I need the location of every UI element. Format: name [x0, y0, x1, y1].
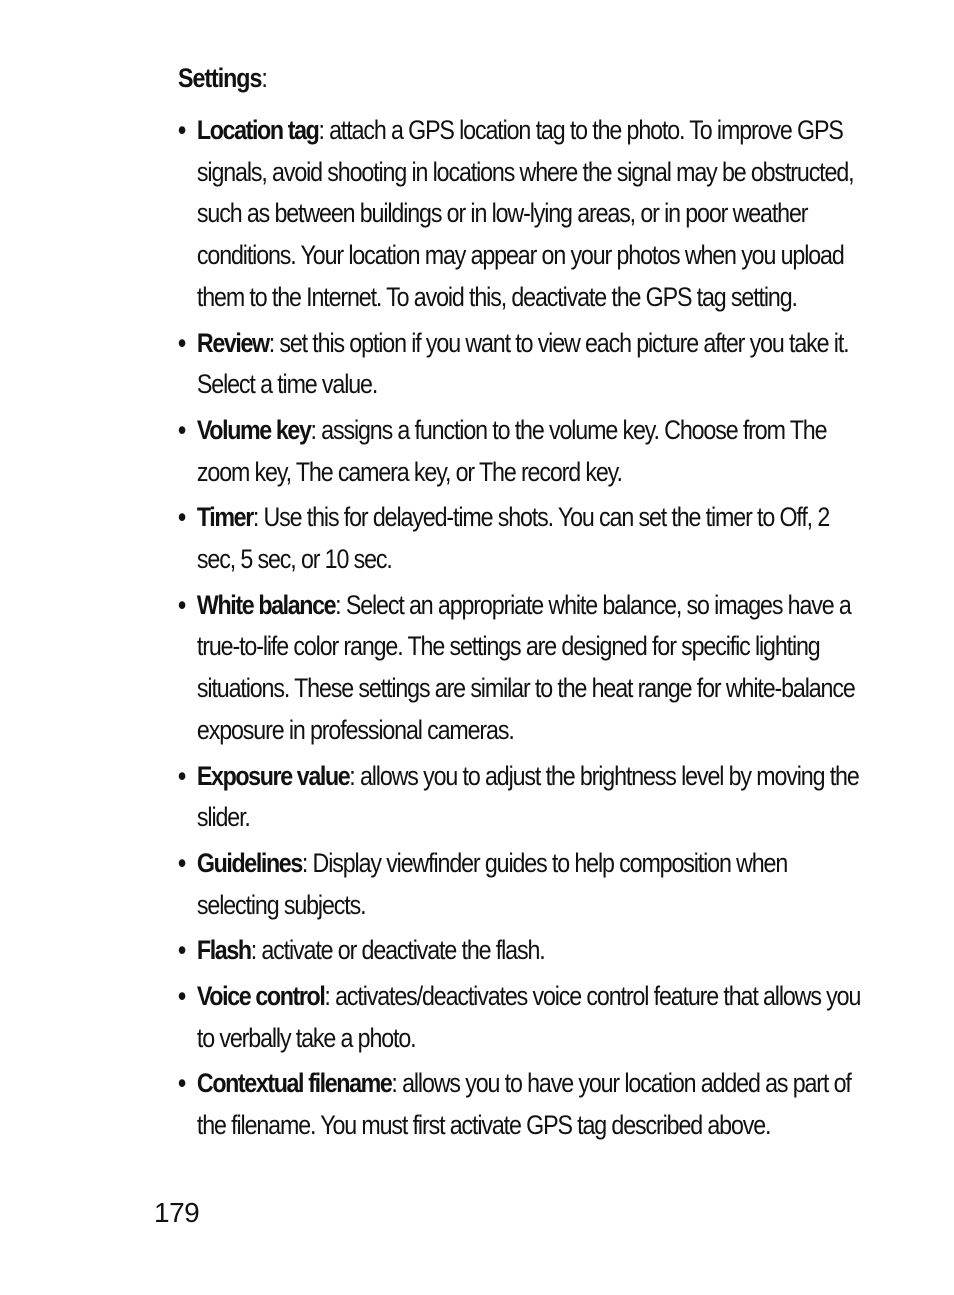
bullet: • — [178, 502, 186, 533]
settings-item-voice-control — [178, 976, 871, 1059]
settings-item-white-balance — [178, 585, 871, 752]
settings-term: White balance — [196, 589, 336, 620]
settings-description: : Use this for delayed-time shots. You can set the timer to Off, 2 sec, 5 sec, or 10 sec. — [196, 502, 830, 575]
bullet: • — [178, 760, 186, 791]
settings-list — [178, 110, 954, 1151]
settings-item-guidelines — [178, 843, 871, 926]
settings-description: : attach a GPS location tag to the photo. To improve GPS signals, avoid shooting in locations where the signal may be obstructed, such as between buildings or in low-lying areas, or in poor weather conditions. Your location may appear on your photos when you upload them to the Internet. To avoid this, deactivate the GPS tag setting. — [196, 115, 854, 312]
section-heading — [178, 58, 267, 98]
settings-item-volume-key — [178, 410, 871, 493]
settings-description: : Display viewfinder guides to help composition when selecting subjects. — [196, 847, 788, 920]
settings-term: Location tag — [196, 115, 319, 145]
bullet: • — [178, 414, 186, 445]
settings-term: Guidelines — [196, 847, 302, 878]
section-heading-label: Settings — [178, 63, 262, 93]
settings-term: Voice control — [196, 981, 325, 1012]
settings-description: : Select an appropriate white balance, so images have a true-to-life color range. The settings are designed for specific lighting situations. These settings are similar to the heat range for white-balance exposure in professional cameras. — [196, 589, 855, 745]
bullet: • — [178, 327, 186, 358]
settings-term: Timer — [196, 502, 253, 533]
settings-item-timer — [178, 497, 871, 580]
settings-term: Volume key — [196, 414, 311, 445]
section-heading-colon: : — [261, 63, 267, 93]
settings-description: : allows you to have your location added as part of the filename. You must first activate GPS tag described above. — [196, 1068, 851, 1141]
bullet: • — [178, 847, 186, 878]
settings-description: : activates/deactivates voice control feature that allows you to verbally take a photo. — [196, 981, 861, 1053]
settings-term: Review — [196, 327, 269, 358]
settings-item-exposure-value — [178, 756, 871, 839]
settings-item-contextual-filename — [178, 1063, 871, 1146]
bullet: • — [178, 1068, 186, 1099]
bullet: • — [178, 115, 186, 145]
settings-term: Flash — [196, 935, 251, 966]
bullet: • — [178, 589, 186, 620]
settings-description: : set this option if you want to view each picture after you take it. Select a time value. — [196, 327, 849, 400]
settings-item-review — [178, 323, 871, 406]
bullet: • — [178, 981, 186, 1012]
bullet: • — [178, 935, 186, 966]
settings-item-location-tag — [178, 110, 871, 319]
settings-description: : assigns a function to the volume key. Choose from The zoom key, The camera key, or The record key. — [196, 414, 827, 487]
settings-description: : activate or deactivate the flash. — [250, 935, 545, 966]
settings-term: Contextual filename — [196, 1068, 392, 1099]
page-number: 179 — [154, 1197, 200, 1228]
settings-description: : allows you to adjust the brightness level by moving the slider. — [196, 760, 859, 833]
settings-item-flash — [178, 930, 871, 972]
settings-term: Exposure value — [196, 760, 350, 791]
